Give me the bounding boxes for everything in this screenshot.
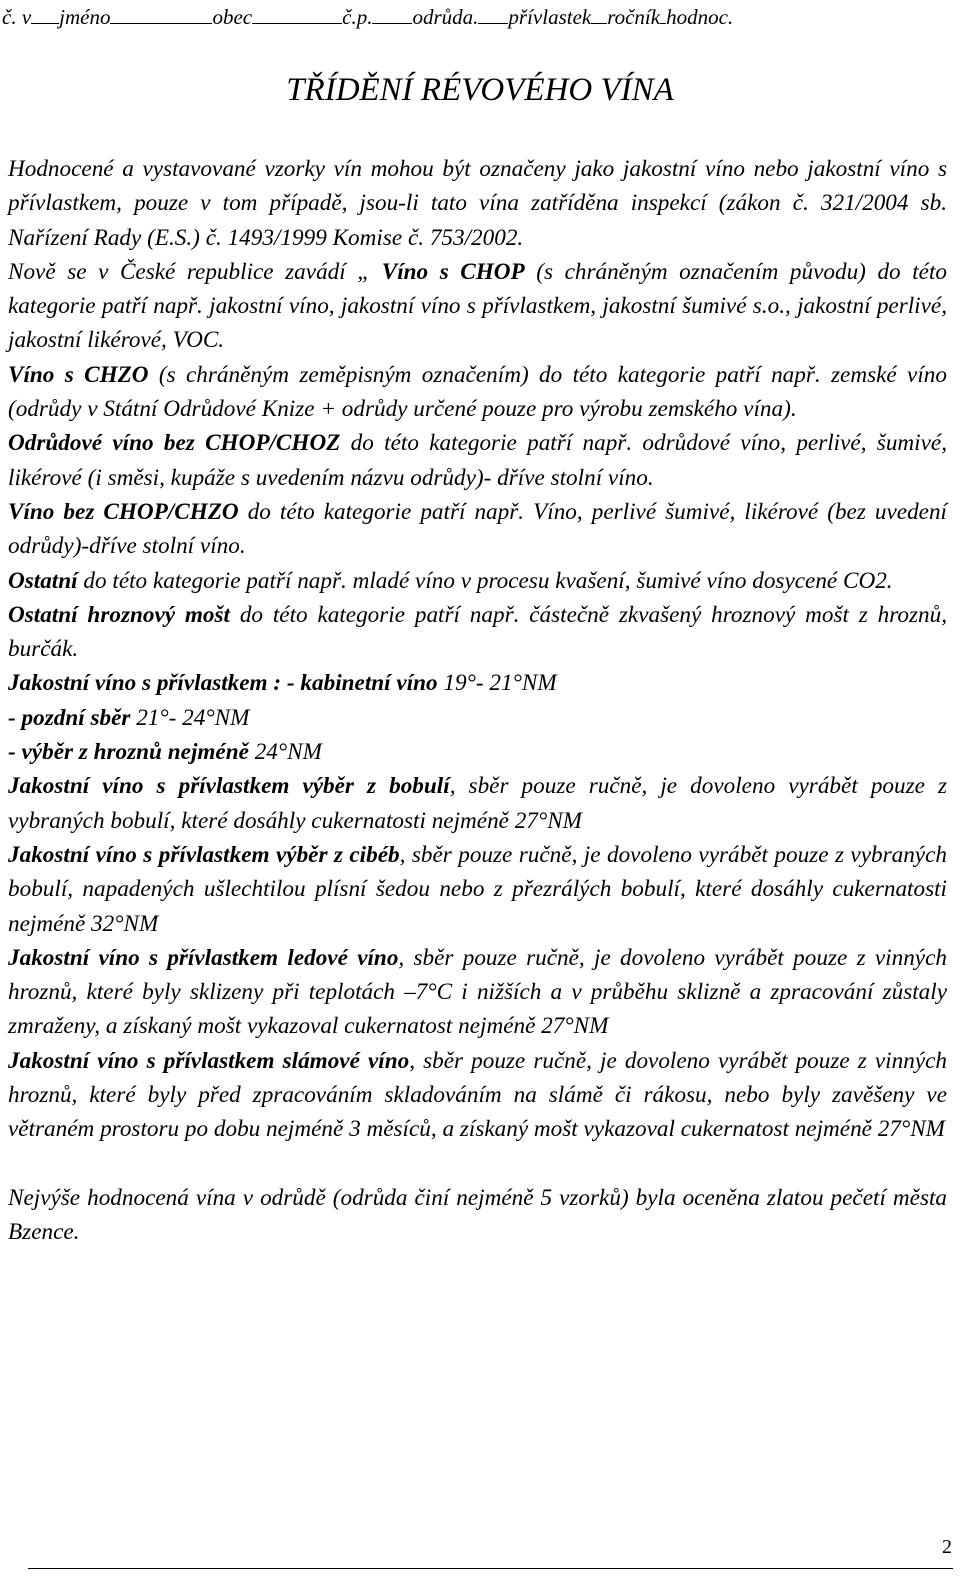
bold-term: Víno s CHOP <box>381 258 525 285</box>
bold-term: Víno bez CHOP/CHZO <box>8 498 239 525</box>
paragraph-ledove-vino <box>8 941 947 1044</box>
blank-line <box>252 4 342 24</box>
paragraph-vyber-z-bobuli <box>8 769 947 838</box>
page-number: 2 <box>942 1536 952 1558</box>
paragraph-odrudove <box>8 426 947 495</box>
blank-line <box>478 4 508 24</box>
text: (s chráněným označením původu) do této kategorie patří např. jakostní víno, jakostní víno s přívlastkem, jakostní šumivé s.o., jakostní perlivé, jakostní likérové, VOC. <box>8 258 947 354</box>
blank-line <box>591 4 607 24</box>
text: , sběr pouze ručně, je dovoleno vyrábět pouze z vybraných bobulí, které dosáhly cukernatosti nejméně 27°NM <box>8 773 948 834</box>
header-cp: č.p. <box>342 5 373 29</box>
text: do této kategorie patří např. částečně zkvašený hroznový mošt z hroznů, burčák. <box>8 601 947 663</box>
paragraph-pozdni-sber <box>8 701 947 735</box>
paragraph-intro: Hodnocené a vystavované vzorky vín mohou být označeny jako jakostní víno nebo jakostní víno s přívlastkem, pouze v tom případě, jsou-li tato vína zatříděna inspekcí (zákon č. 321/2004 sb. Nařízení Rady (E.S.) č. 1493/1999 Komise č. 753/2002. <box>8 156 947 251</box>
header-odruda: odrůda. <box>412 5 479 29</box>
bold-term: - pozdní sběr <box>8 704 131 731</box>
text: , sběr pouze ručně, je dovoleno vyrábět pouze z vinných hroznů, které byly před zpracováním skladováním na slámě či rákosu, nebo byly zavěšeny ve větraném prostoru po dobu nejméně 3 měsíců, a získaný mošt vykazoval cukernatost nejméně 27°NM <box>8 1047 947 1143</box>
bold-term: Ostatní <box>8 567 78 594</box>
text: 19°- 21°NM <box>437 670 557 697</box>
bold-term: Víno s CHZO <box>8 361 149 388</box>
bold-term: - výběr z hroznů nejméně <box>8 739 249 766</box>
paragraph-vyber-z-cibeb <box>8 838 947 941</box>
paragraph-kabinet <box>8 666 947 700</box>
blank-line <box>31 4 59 24</box>
text: , sběr pouze ručně, je dovoleno vyrábět pouze z vybraných bobulí, napadených ušlechtilou plísní šedou nebo z přezrálých bobulí, které dosáhly cukernatosti nejméně 32°NM <box>8 841 947 937</box>
document-body <box>8 152 947 1249</box>
paragraph-vyber-z-hroznu <box>8 735 947 769</box>
paragraph-ostatni <box>8 564 947 598</box>
header-cv: č. v <box>2 5 32 29</box>
text: do této kategorie patří např. Víno, perlivé šumivé, likérové (bez uvedení odrůdy)-dříve stolní víno. <box>8 498 947 560</box>
text: do této kategorie patří např. mladé víno v procesu kvašení, šumivé víno dosycené CO2. <box>77 567 893 594</box>
text: 24°NM <box>248 739 322 766</box>
footer-divider <box>28 1568 953 1569</box>
header-rocnik: ročník <box>607 5 661 29</box>
bold-term: Odrůdové víno bez CHOP/CHOZ <box>8 430 341 457</box>
bold-term: Jakostní víno s přívlastkem výběr z cibéb <box>8 841 400 868</box>
text: do této kategorie patří např. odrůdové víno, perlivé, šumivé, likérové (i směsi, kupáže s uvedením názvu odrůdy)- dříve stolní víno. <box>8 430 947 491</box>
text: , sběr pouze ručně, je dovoleno vyrábět pouze z vinných hroznů, které byly sklizeny při teplotách –7°C i nižších a v průběhu sklizně a zpracování zůstaly zmraženy, a získaný mošt vykazoval cukernatost nejméně 27°NM <box>8 944 947 1040</box>
bold-term: Jakostní víno s přívlastkem výběr z bobulí <box>8 773 450 800</box>
header-obec: obec <box>212 5 253 29</box>
text: Nově se v České republice zavádí „ <box>8 258 382 285</box>
blank-line <box>372 4 412 24</box>
bold-term: Ostatní hroznový mošt <box>8 601 230 628</box>
bold-term: Jakostní víno s přívlastkem ledové víno <box>8 944 399 971</box>
text: (s chráněným zeměpisným označením) do této kategorie patří např. zemské víno (odrůdy v Státní Odrůdové Knize + odrůdy určené pouze pro výrobu zemského vína). <box>8 361 947 423</box>
text: 21°- 24°NM <box>130 704 250 731</box>
paragraph-slamove-vino <box>8 1044 947 1147</box>
header-jmeno: jméno <box>59 5 111 29</box>
page-title: TŘÍDĚNÍ RÉVOVÉHO VÍNA <box>286 72 674 108</box>
paragraph-most <box>8 598 947 667</box>
paragraph-award: Nejvýše hodnocená vína v odrůdě (odrůda činí nejméně 5 vzorků) byla oceněna zlatou pečetí města Bzence. <box>8 1184 947 1245</box>
blank-line <box>110 4 212 24</box>
paragraph-chzo <box>8 358 947 427</box>
header-hodnoc: hodnoc. <box>666 5 734 29</box>
form-header-line <box>2 4 958 29</box>
paragraph-chop <box>8 255 947 358</box>
header-privlastek: přívlastek <box>508 5 592 29</box>
bold-term: Jakostní víno s přívlastkem slámové víno <box>8 1047 410 1074</box>
paragraph-bez-chop <box>8 495 947 564</box>
bold-term: Jakostní víno s přívlastkem : - kabinetní víno <box>8 670 438 697</box>
